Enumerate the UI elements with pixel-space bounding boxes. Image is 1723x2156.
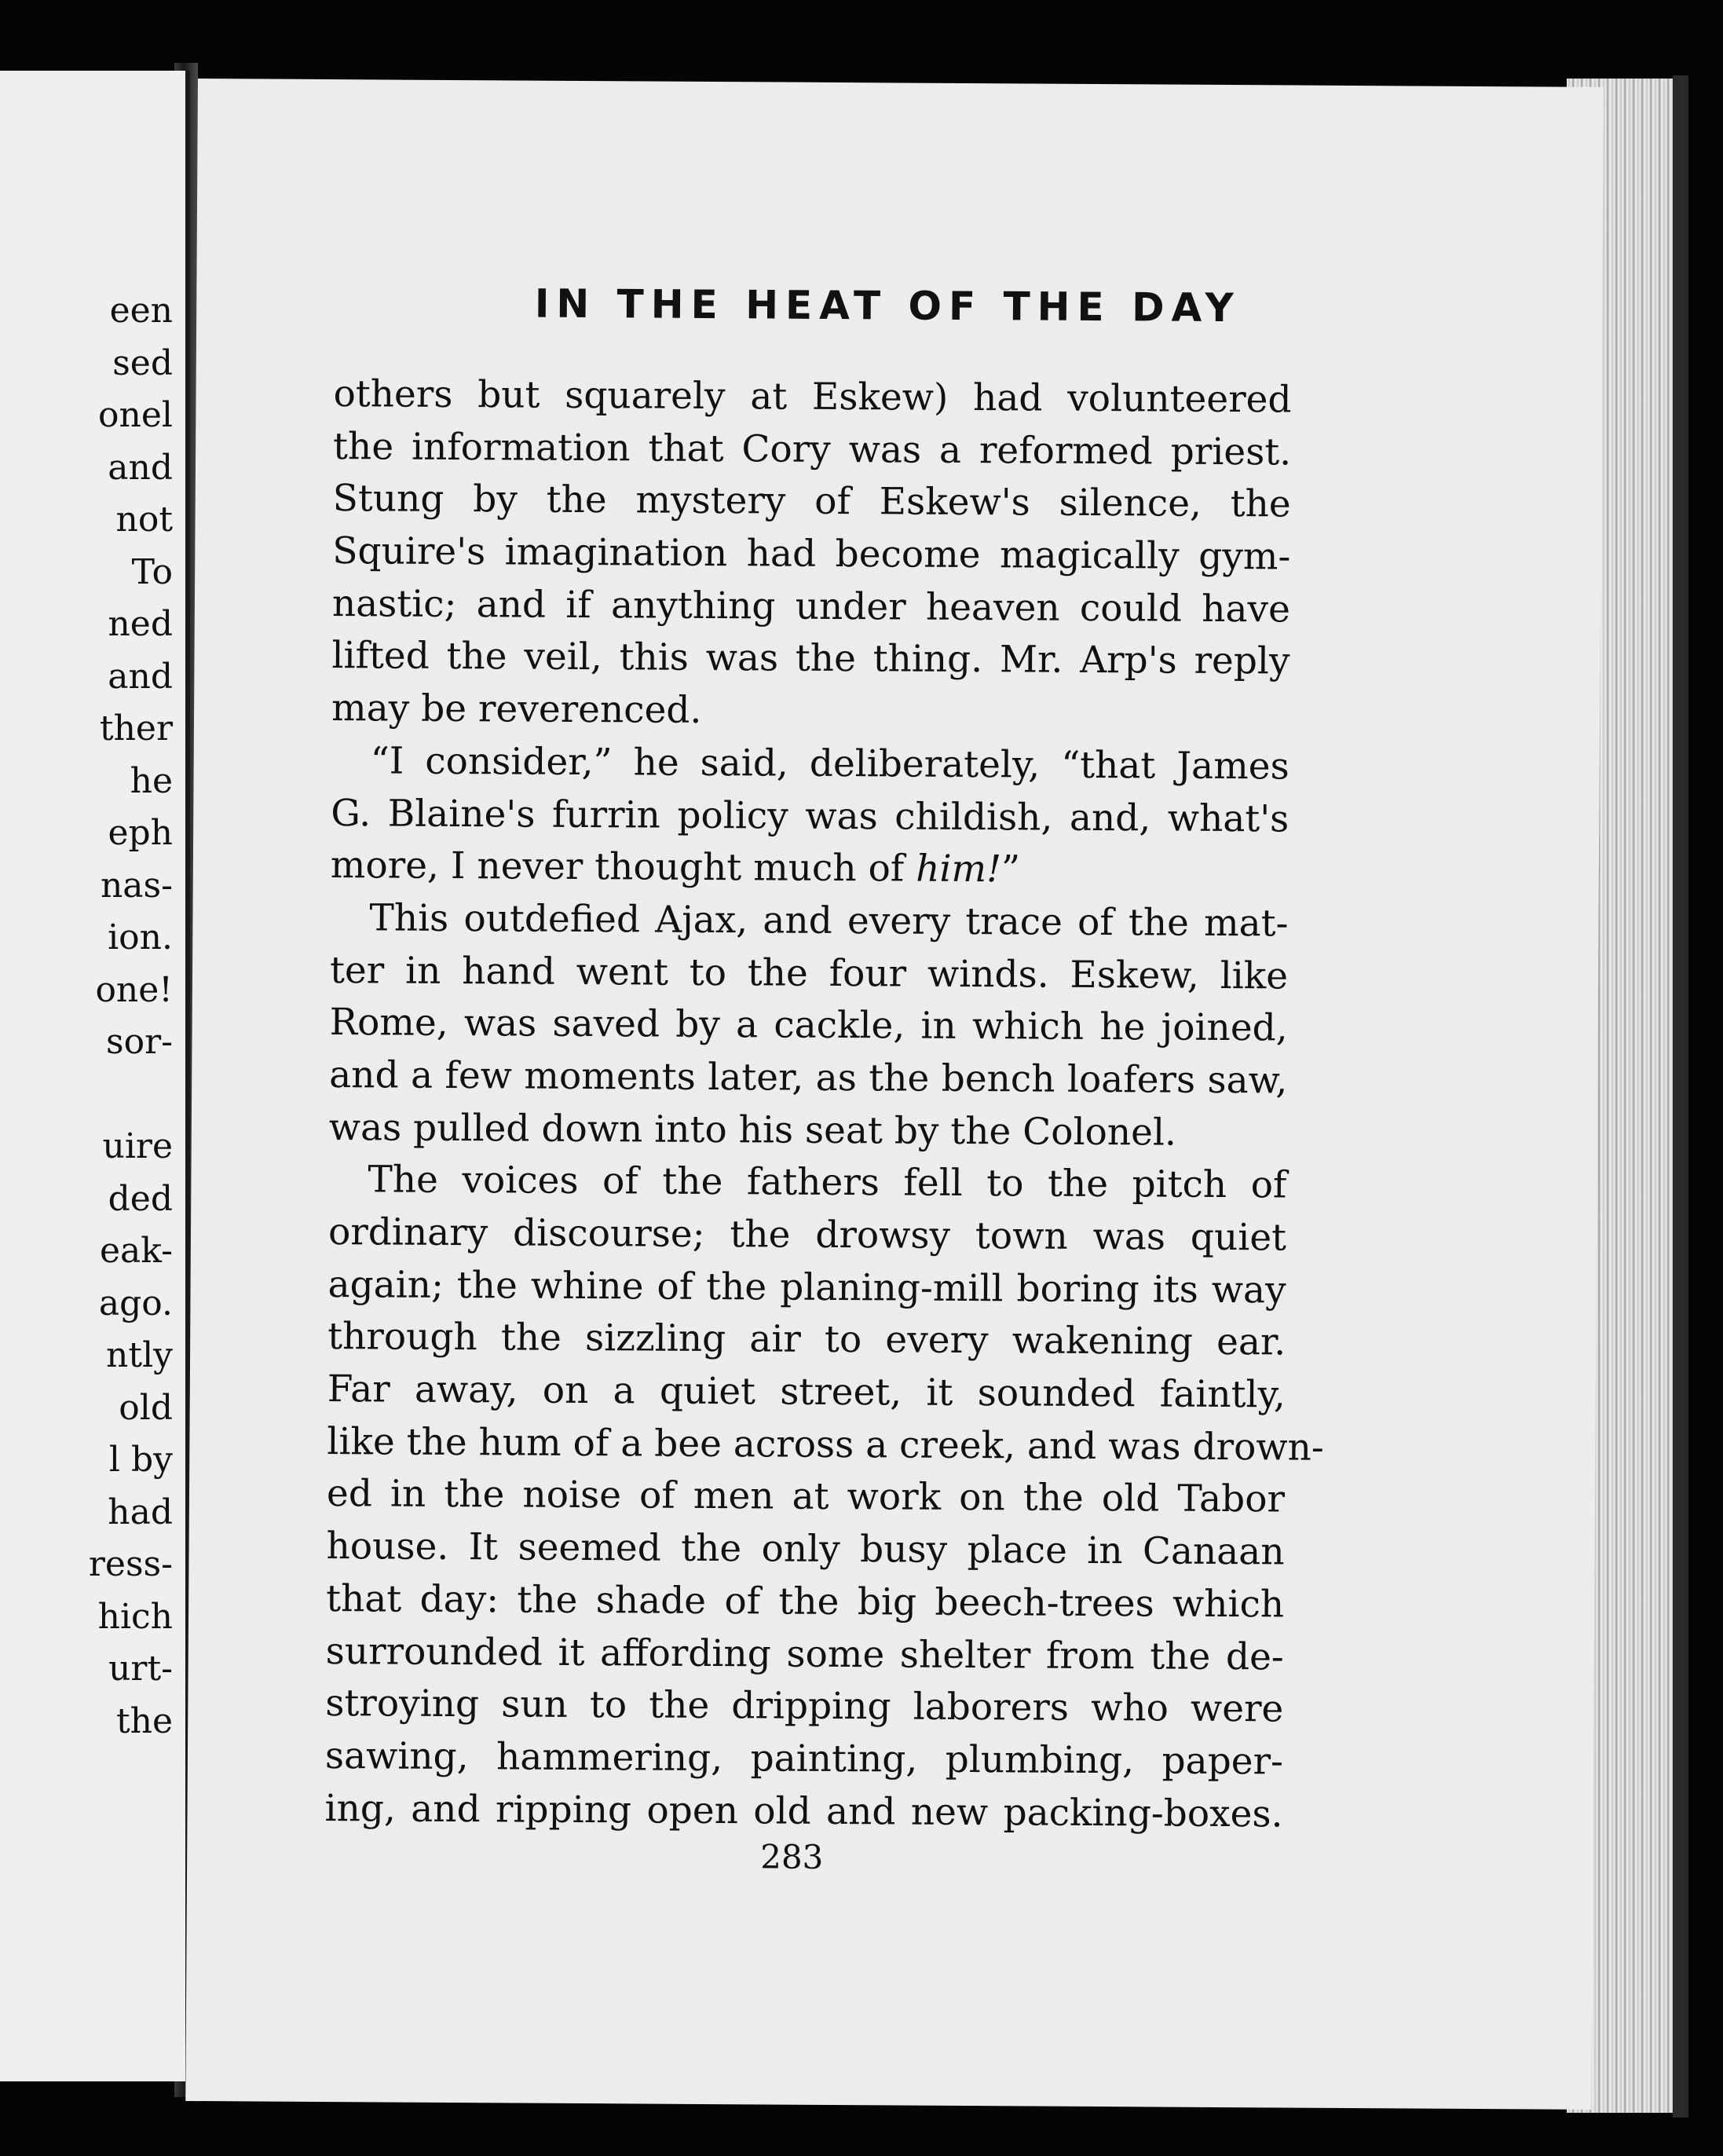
text-line: Squire's imagination had become magically gym- bbox=[332, 529, 1291, 579]
left-page-line: and bbox=[108, 656, 173, 697]
left-page-line: ntly bbox=[106, 1335, 173, 1375]
page-number: 283 bbox=[760, 1837, 824, 1876]
left-page-line: sor- bbox=[106, 1022, 173, 1062]
left-page-line: the bbox=[115, 1700, 173, 1741]
left-page-line: he bbox=[130, 760, 173, 801]
left-page-line: uire bbox=[102, 1126, 173, 1166]
left-page-line: onel bbox=[98, 395, 173, 435]
text-line: ed in the noise of men at work on the old Tabor bbox=[326, 1472, 1286, 1521]
left-page-line: ned bbox=[108, 604, 173, 644]
text-line: nastic; and if anything under heaven could have bbox=[331, 581, 1291, 631]
left-page-line: one! bbox=[95, 969, 173, 1010]
text-line: surrounded it affording some shelter from the de- bbox=[325, 1629, 1284, 1678]
left-page-fragment bbox=[0, 71, 190, 2081]
page-edges-shadow bbox=[1673, 75, 1688, 2118]
text-line: “I consider,” he said, deliberately, “that James bbox=[370, 739, 1290, 789]
right-page bbox=[185, 79, 1604, 2110]
text-line: may be reverenced. bbox=[331, 686, 702, 733]
text-line: more, I never thought much of him!” bbox=[330, 844, 1021, 891]
text-line: the information that Cory was a reformed priest. bbox=[332, 424, 1292, 474]
left-page-line: To bbox=[131, 551, 173, 592]
text-line: through the sizzling air to every wakening ear. bbox=[327, 1315, 1286, 1364]
left-page-line: eph bbox=[108, 813, 173, 853]
left-page-line: urt- bbox=[108, 1649, 173, 1689]
left-page-line: ago. bbox=[98, 1283, 173, 1323]
left-page-line: ress- bbox=[88, 1544, 173, 1584]
text-line: again; the whine of the planing-mill boring its way bbox=[327, 1262, 1286, 1312]
left-page-line: had bbox=[108, 1492, 173, 1532]
left-page-line: sed bbox=[112, 342, 173, 383]
text-line: and a few moments later, as the bench loafers saw, bbox=[329, 1052, 1288, 1103]
text-line: ing, and ripping open old and new packing-boxes. bbox=[324, 1786, 1283, 1836]
text-line: others but squarely at Eskew) had volunteered bbox=[333, 372, 1292, 422]
text-line: ordinary discourse; the drowsy town was quiet bbox=[327, 1210, 1287, 1260]
text-line: The voices of the fathers fell to the pitch of bbox=[368, 1158, 1287, 1207]
left-page-line: l by bbox=[108, 1440, 173, 1480]
body-text bbox=[324, 368, 1324, 1841]
text-line: Rome, was saved by a cackle, in which he joined, bbox=[329, 1001, 1288, 1050]
left-page-line: old bbox=[119, 1387, 173, 1428]
left-page-line: hich bbox=[97, 1596, 173, 1637]
left-page-line: ther bbox=[99, 708, 173, 749]
text-line: G. Blaine's furrin policy was childish, and, what's bbox=[331, 791, 1290, 841]
left-page-line: ded bbox=[108, 1178, 173, 1219]
text-line: that day: the shade of the big beech-trees which bbox=[326, 1576, 1285, 1627]
text-line: lifted the veil, this was the thing. Mr. Arp's reply bbox=[331, 634, 1290, 683]
text-line: house. It seemed the only busy place in Canaan bbox=[326, 1525, 1285, 1574]
text-line: stroying sun to the dripping laborers who were bbox=[325, 1682, 1284, 1731]
text-line: like the hum of a bee across a creek, and was drown- bbox=[327, 1419, 1324, 1470]
running-head: IN THE HEAT OF THE DAY bbox=[534, 280, 1241, 331]
text-line: This outdefied Ajax, and every trace of the mat- bbox=[369, 896, 1289, 946]
left-page-line: not bbox=[115, 500, 173, 540]
text-line: Stung by the mystery of Eskew's silence, the bbox=[332, 477, 1291, 526]
text-line: was pulled down into his seat by the Colonel. bbox=[328, 1105, 1177, 1155]
left-page-line: ion. bbox=[108, 917, 173, 957]
left-page-line: eak- bbox=[99, 1231, 173, 1271]
italic-emphasis: him! bbox=[916, 847, 1002, 891]
left-page-line: nas- bbox=[100, 865, 173, 906]
left-page-line: een bbox=[109, 291, 173, 331]
text-line: Far away, on a quiet street, it sounded faintly, bbox=[327, 1367, 1286, 1417]
text-line: sawing, hammering, painting, plumbing, paper- bbox=[324, 1733, 1284, 1784]
left-page-line: and bbox=[108, 447, 173, 488]
text-line: ter in hand went to the four winds. Eskew, like bbox=[329, 948, 1289, 998]
